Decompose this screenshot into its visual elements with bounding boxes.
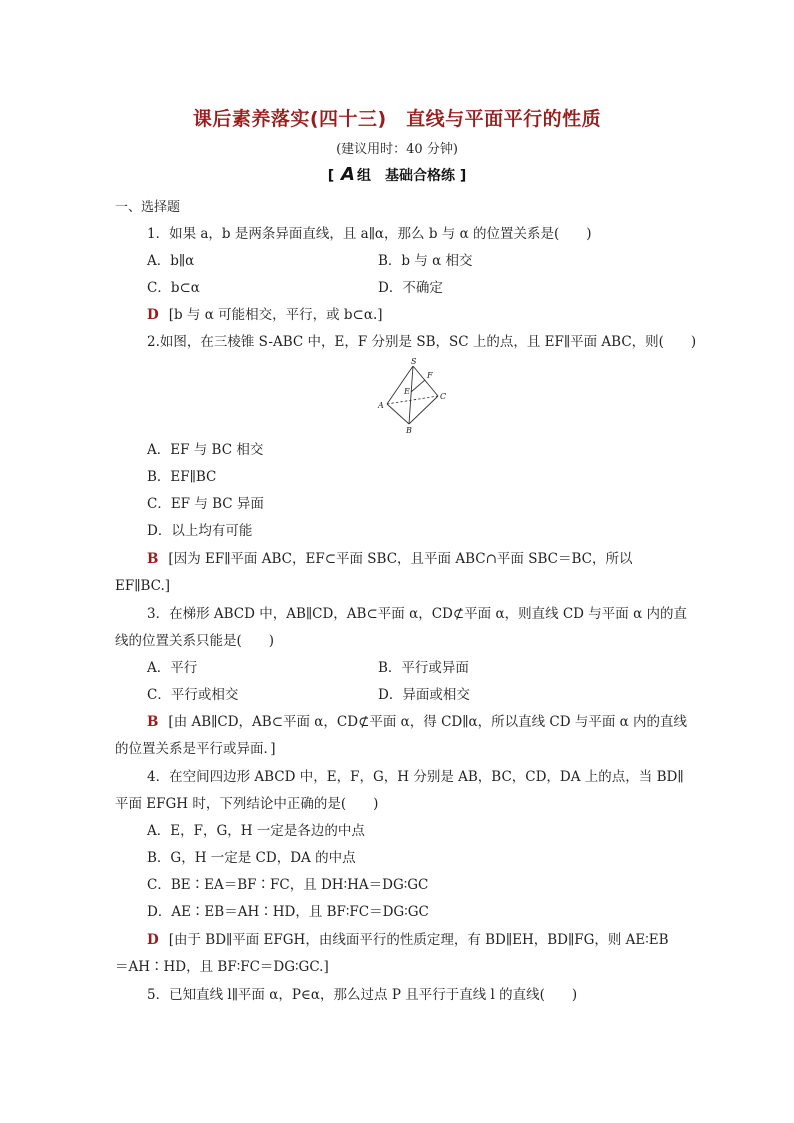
q4-explanation-2: ＝AH∶HD，且 BF∶FC＝DG∶GC.] <box>115 959 329 975</box>
group-close-bracket: ] <box>459 168 467 184</box>
q3-stem-2: 线的位置关系只能是( ) <box>115 633 275 649</box>
q2-explanation-2: EF∥BC.] <box>115 578 171 594</box>
q1-option-a: A．b∥α <box>147 253 195 269</box>
q2-stem: 2.如图，在三棱锥 S-ABC 中，E，F 分别是 SB，SC 上的点，且 EF∥平面 ABC，则( ) <box>147 334 697 350</box>
group-label: 组 基础合格练 <box>356 168 455 184</box>
group-heading <box>0 164 794 185</box>
q4-stem-2: 平面 EFGH 时，下列结论中正确的是( ) <box>115 796 379 812</box>
segment-ef <box>411 380 425 392</box>
q4-answer: D <box>147 932 159 948</box>
q5-stem: 5．已知直线 l∥平面 α，P∈α，那么过点 P 且平行于直线 l 的直线( ) <box>147 987 578 1003</box>
edge-bc <box>409 396 438 424</box>
section-heading: 一、选择题 <box>115 200 181 215</box>
q2-answer-line <box>147 550 632 568</box>
q4-stem-1: 4．在空间四边形 ABCD 中，E，F，G，H 分别是 AB，BC，CD，DA 上的点，当 BD∥ <box>147 769 684 785</box>
q2-explanation-1: [因为 EF∥平面 ABC，EF⊂平面 SBC，且平面 ABC∩平面 SBC＝BC，所以 <box>168 551 633 567</box>
q1-explanation: [b 与 α 可能相交，平行，或 b⊂α.] <box>168 307 383 323</box>
edge-sc <box>413 366 438 396</box>
tetrahedron-figure <box>374 358 452 434</box>
suggested-time: (建议用时：40 分钟) <box>336 142 458 157</box>
q3-option-c: C．平行或相交 <box>147 687 239 703</box>
label-e: E <box>404 387 410 396</box>
q1-option-b: B．b 与 α 相交 <box>378 253 473 269</box>
q2-option-d: D．以上均有可能 <box>147 523 253 539</box>
q3-option-b: B．平行或异面 <box>378 660 469 676</box>
q1-option-d: D．不确定 <box>378 280 443 296</box>
q4-answer-line <box>147 931 669 949</box>
label-f: F <box>427 371 433 380</box>
q1-option-c: C．b⊂α <box>147 280 200 296</box>
q3-option-d: D．异面或相交 <box>378 687 470 703</box>
q3-answer: B <box>147 714 159 730</box>
edge-sa <box>387 366 413 404</box>
page-title: 课后素养落实(四十三) 直线与平面平行的性质 <box>192 108 602 130</box>
label-b: B <box>406 426 412 434</box>
q3-explanation-2: 的位置关系是平行或异面．] <box>115 741 276 757</box>
q2-option-c: C．EF 与 BC 异面 <box>147 496 264 512</box>
q1-stem: 1．如果 a，b 是两条异面直线，且 a∥α，那么 b 与 α 的位置关系是( ) <box>147 226 592 242</box>
label-a: A <box>378 401 384 410</box>
q3-option-a: A．平行 <box>147 660 198 676</box>
q3-answer-line <box>147 713 687 731</box>
q3-stem-1: 3．在梯形 ABCD 中，AB∥CD，AB⊂平面 α，CD⊄平面 α，则直线 CD 与平面 α 内的直 <box>147 606 687 622</box>
q4-option-d: D．AE∶EB＝AH∶HD，且 BF∶FC＝DG∶GC <box>147 904 429 920</box>
q4-option-b: B．G，H 一定是 CD，DA 的中点 <box>147 850 356 866</box>
q4-option-a: A．E，F，G，H 一定是各边的中点 <box>147 823 365 839</box>
q4-explanation-1: [由于 BD∥平面 EFGH，由线面平行的性质定理，有 BD∥EH，BD∥FG，则 AE∶EB <box>168 932 669 948</box>
label-s: S <box>411 358 417 366</box>
edge-ab <box>387 404 409 424</box>
group-open-bracket: [ <box>327 168 335 184</box>
q1-answer-line <box>147 306 383 324</box>
group-badge: A <box>341 164 355 185</box>
q4-option-c: C．BE∶EA＝BF∶FC，且 DH∶HA＝DG∶GC <box>147 877 429 893</box>
q2-option-a: A．EF 与 BC 相交 <box>147 442 264 458</box>
q2-option-b: B．EF∥BC <box>147 469 217 485</box>
label-c: C <box>440 392 447 401</box>
q1-answer: D <box>147 307 159 323</box>
q3-explanation-1: [由 AB∥CD，AB⊂平面 α，CD⊄平面 α，得 CD∥α，所以直线 CD 与平面 α 内的直线 <box>168 714 688 730</box>
q2-answer: B <box>147 551 159 567</box>
